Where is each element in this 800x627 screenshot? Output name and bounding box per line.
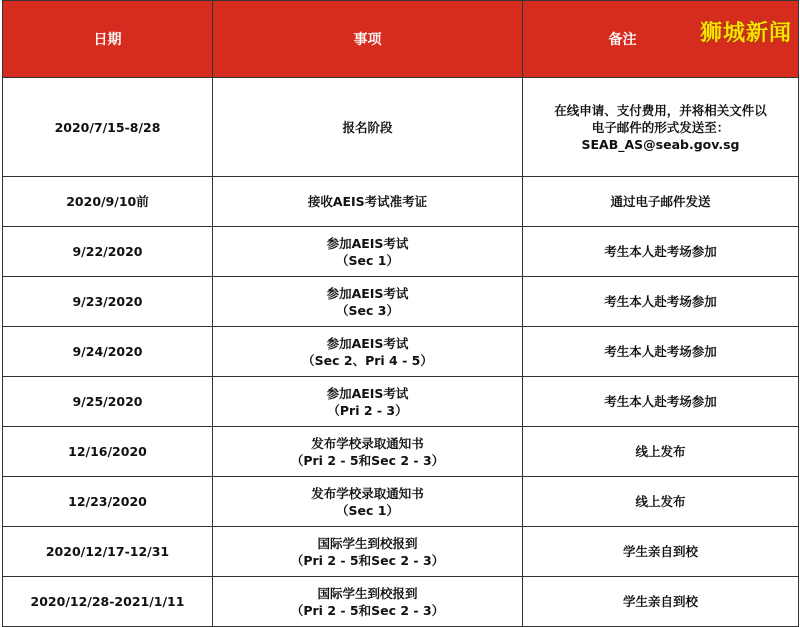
event-line: 接收AEIS考试准考证 — [307, 194, 428, 209]
table-row — [3, 227, 799, 277]
event-cell — [213, 477, 523, 527]
table-row — [3, 477, 799, 527]
event-cell — [213, 377, 523, 427]
note-line: 通过电子邮件发送 — [610, 194, 711, 209]
event-cell — [213, 227, 523, 277]
note-cell — [523, 277, 799, 327]
note-line: 学生亲自到校 — [622, 544, 698, 559]
note-cell — [523, 377, 799, 427]
note-line: 考生本人赴考场参加 — [604, 394, 717, 409]
event-line: 参加AEIS考试 — [326, 335, 409, 351]
note-line: 在线申请、支付费用，并将相关文件以 — [554, 102, 767, 118]
date-cell: 2020/7/15-8/28 — [3, 78, 213, 177]
event-cell — [213, 427, 523, 477]
event-cell — [213, 577, 523, 627]
note-cell — [523, 577, 799, 627]
event-cell — [213, 277, 523, 327]
date-cell: 12/23/2020 — [3, 477, 213, 527]
event-subline: （Pri 2 - 5和Sec 2 - 3） — [290, 452, 445, 468]
event-line: 参加AEIS考试 — [326, 285, 409, 301]
note-cell — [523, 78, 799, 177]
note-cell — [523, 327, 799, 377]
note-line: 考生本人赴考场参加 — [604, 244, 717, 259]
header-note-label: 备注 — [608, 32, 637, 48]
table-row — [3, 577, 799, 627]
note-line: 考生本人赴考场参加 — [604, 294, 717, 309]
event-cell — [213, 78, 523, 177]
date-cell: 9/24/2020 — [3, 327, 213, 377]
note-line: 电子邮件的形式发送至： — [591, 119, 730, 135]
event-subline: （Pri 2 - 5和Sec 2 - 3） — [290, 552, 445, 568]
event-cell — [213, 177, 523, 227]
note-cell — [523, 427, 799, 477]
date-cell: 2020/12/28-2021/1/11 — [3, 577, 213, 627]
note-email: SEAB_AS@seab.gov.sg — [581, 136, 740, 152]
date-cell: 2020/9/10前 — [3, 177, 213, 227]
event-subline: （Sec 2、Pri 4 - 5） — [302, 352, 433, 368]
note-cell — [523, 477, 799, 527]
note-line: 考生本人赴考场参加 — [604, 344, 717, 359]
note-line: 学生亲自到校 — [622, 594, 698, 609]
event-line: 参加AEIS考试 — [326, 235, 409, 251]
table-row — [3, 427, 799, 477]
event-line: 报名阶段 — [342, 119, 393, 135]
note-cell — [523, 227, 799, 277]
date-cell: 9/22/2020 — [3, 227, 213, 277]
event-subline: （Sec 3） — [336, 302, 399, 318]
watermark-logo: 狮城新闻 — [699, 21, 792, 46]
table-header-row — [3, 1, 799, 78]
table-row — [3, 377, 799, 427]
event-line: 参加AEIS考试 — [326, 385, 409, 401]
event-cell — [213, 527, 523, 577]
event-subline: （Sec 1） — [336, 502, 399, 518]
note-line: 线上发布 — [635, 444, 686, 459]
event-subline: （Pri 2 - 5和Sec 2 - 3） — [290, 602, 445, 618]
date-cell: 2020/12/17-12/31 — [3, 527, 213, 577]
header-date: 日期 — [3, 1, 213, 78]
table-row — [3, 327, 799, 377]
note-line: 线上发布 — [635, 494, 686, 509]
event-line: 国际学生到校报到 — [317, 535, 418, 551]
note-cell — [523, 527, 799, 577]
table-row — [3, 78, 799, 177]
table-row — [3, 277, 799, 327]
schedule-table — [2, 0, 799, 627]
table-row — [3, 527, 799, 577]
date-cell: 12/16/2020 — [3, 427, 213, 477]
table-row — [3, 177, 799, 227]
event-line: 国际学生到校报到 — [317, 585, 418, 601]
date-cell: 9/25/2020 — [3, 377, 213, 427]
event-subline: （Sec 1） — [336, 252, 399, 268]
date-cell: 9/23/2020 — [3, 277, 213, 327]
event-subline: （Pri 2 - 3） — [327, 402, 408, 418]
event-cell — [213, 327, 523, 377]
header-event: 事项 — [213, 1, 523, 78]
note-cell — [523, 177, 799, 227]
event-line: 发布学校录取通知书 — [311, 485, 424, 501]
event-line: 发布学校录取通知书 — [311, 435, 424, 451]
